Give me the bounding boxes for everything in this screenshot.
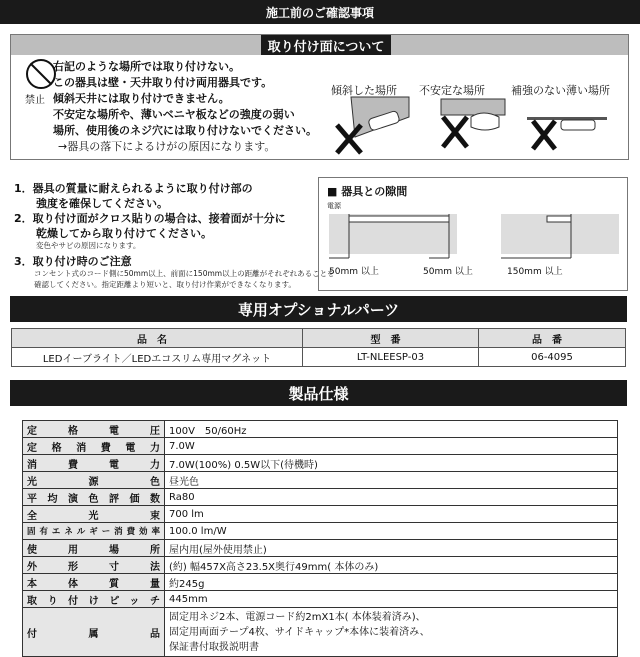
options-header-row <box>12 329 626 348</box>
spec-accessories <box>165 608 618 657</box>
options-product-name: LEDイーブライト／LEDエコスリム専用マグネット <box>12 348 303 367</box>
options-header-model: 型番 <box>303 329 479 348</box>
options-row <box>12 348 626 367</box>
instruction-3: 3．取り付け時のご注意 <box>14 255 132 268</box>
sloped-ceiling-illustration <box>337 97 409 153</box>
mounting-surface-title: 取り付け面について <box>261 35 391 55</box>
header-bar <box>0 0 640 24</box>
warning-line-3: 傾斜天井には取り付けできません。 <box>53 92 230 105</box>
spec-value: 屋内用(屋外使用禁止) <box>165 540 618 557</box>
accessory-line-3: 保証書付取扱説明書 <box>169 641 259 653</box>
clearance-title: ■ 器具との隙間 <box>327 185 408 198</box>
caption-thin: 補強のない薄い場所 <box>511 84 610 97</box>
instruction-2-note: 変色やサビの原因になります。 <box>36 241 141 250</box>
spec-value: 7.0W <box>165 438 618 455</box>
instruction-3-note-1: コンセント式のコード側に50mm以上、前面に150mm以上の距離がそれぞれあることを <box>34 269 335 278</box>
options-header-name: 品名 <box>12 329 303 348</box>
spec-label: 付属品 <box>23 608 165 657</box>
spec-label: 外形寸法 <box>23 557 165 574</box>
instruction-1-line-2: 強度を確保してください。 <box>36 197 168 210</box>
spec-title: 製品仕様 <box>288 384 349 403</box>
mounting-illustrations <box>331 95 621 159</box>
spec-row <box>23 421 618 438</box>
instruction-2-line-1: 2．取り付け面がクロス貼りの場合は、接着面が十分に <box>14 212 286 225</box>
options-title-bar <box>10 296 627 322</box>
spec-row <box>23 557 618 574</box>
clearance-dim-3: 150mm 以上 <box>507 267 563 277</box>
warning-line-5: 場所、使用後のネジ穴には取り付けないでください。 <box>53 124 317 137</box>
spec-label: 平均演色評価数 <box>23 489 165 506</box>
page-title: 施工前のご確認事項 <box>265 5 374 20</box>
warning-line-2: この器具は壁・天井取り付け両用器具です。 <box>53 76 273 89</box>
options-table <box>11 328 626 367</box>
warning-line-1: 右記のような場所では取り付けない。 <box>53 60 240 73</box>
prohibition-icon <box>26 59 56 89</box>
options-product-code: 06-4095 <box>479 348 626 367</box>
spec-label: 使用場所 <box>23 540 165 557</box>
spec-label: 固有エネルギー消費効率 <box>23 523 165 540</box>
spec-label: 本体質量 <box>23 574 165 591</box>
spec-row <box>23 540 618 557</box>
clearance-dim-1: 50mm 以上 <box>329 267 379 277</box>
mounting-surface-panel <box>10 34 629 160</box>
spec-row <box>23 455 618 472</box>
spec-label: 定格電圧 <box>23 421 165 438</box>
spec-row <box>23 506 618 523</box>
options-title: 専用オプショナルパーツ <box>237 300 400 319</box>
spec-value: 7.0W(100%) 0.5W以下(待機時) <box>165 455 618 472</box>
thin-place-illustration <box>527 117 607 149</box>
spec-label: 定格消費電力 <box>23 438 165 455</box>
spec-value: Ra80 <box>165 489 618 506</box>
spec-value: (約) 幅457X高さ23.5X奥行49mm( 本体のみ) <box>165 557 618 574</box>
spec-table <box>22 420 618 657</box>
spec-value: 445mm <box>165 591 618 608</box>
caption-sloped: 傾斜した場所 <box>331 84 397 97</box>
spec-label: 消費電力 <box>23 455 165 472</box>
spec-value: 約245g <box>165 574 618 591</box>
caption-unstable: 不安定な場所 <box>419 84 485 97</box>
options-header-code: 品番 <box>479 329 626 348</box>
spec-label: 取り付けピッチ <box>23 591 165 608</box>
clearance-dim-2: 50mm 以上 <box>423 267 473 277</box>
prohibition-label: 禁止 <box>25 95 45 106</box>
spec-title-bar <box>10 380 627 406</box>
accessory-line-1: 固定用ネジ2本、電源コード約2mX1本( 本体装着済み)、 <box>169 611 426 623</box>
spec-label: 光源色 <box>23 472 165 489</box>
instruction-3-note-2: 確認してください。指定距離より短いと、取り付け作業ができなくなります。 <box>34 280 296 289</box>
spec-row <box>23 438 618 455</box>
spec-value: 100V 50/60Hz <box>165 421 618 438</box>
spec-label: 全光束 <box>23 506 165 523</box>
spec-value: 昼光色 <box>165 472 618 489</box>
spec-row <box>23 523 618 540</box>
unstable-place-illustration <box>441 99 505 147</box>
clearance-panel <box>318 177 628 291</box>
spec-row <box>23 574 618 591</box>
spec-value: 100.0 lm/W <box>165 523 618 540</box>
spec-row-accessories <box>23 608 618 657</box>
instruction-2-line-2: 乾燥してから取り付けてください。 <box>36 227 212 240</box>
power-label: 電源 <box>327 202 341 210</box>
spec-value: 700 lm <box>165 506 618 523</box>
warning-note: →器具の落下によるけがの原因になります。 <box>58 140 276 153</box>
spec-row <box>23 591 618 608</box>
spec-row <box>23 489 618 506</box>
instruction-1-line-1: 1．器具の質量に耐えられるように取り付け部の <box>14 182 253 195</box>
warning-line-4: 不安定な場所や、薄いベニヤ板などの強度の弱い <box>53 108 295 121</box>
spec-row <box>23 472 618 489</box>
accessory-line-2: 固定用両面テープ4枚、サイドキャップ*本体に装着済み、 <box>169 626 430 638</box>
options-model-number: LT-NLEESP-03 <box>303 348 479 367</box>
